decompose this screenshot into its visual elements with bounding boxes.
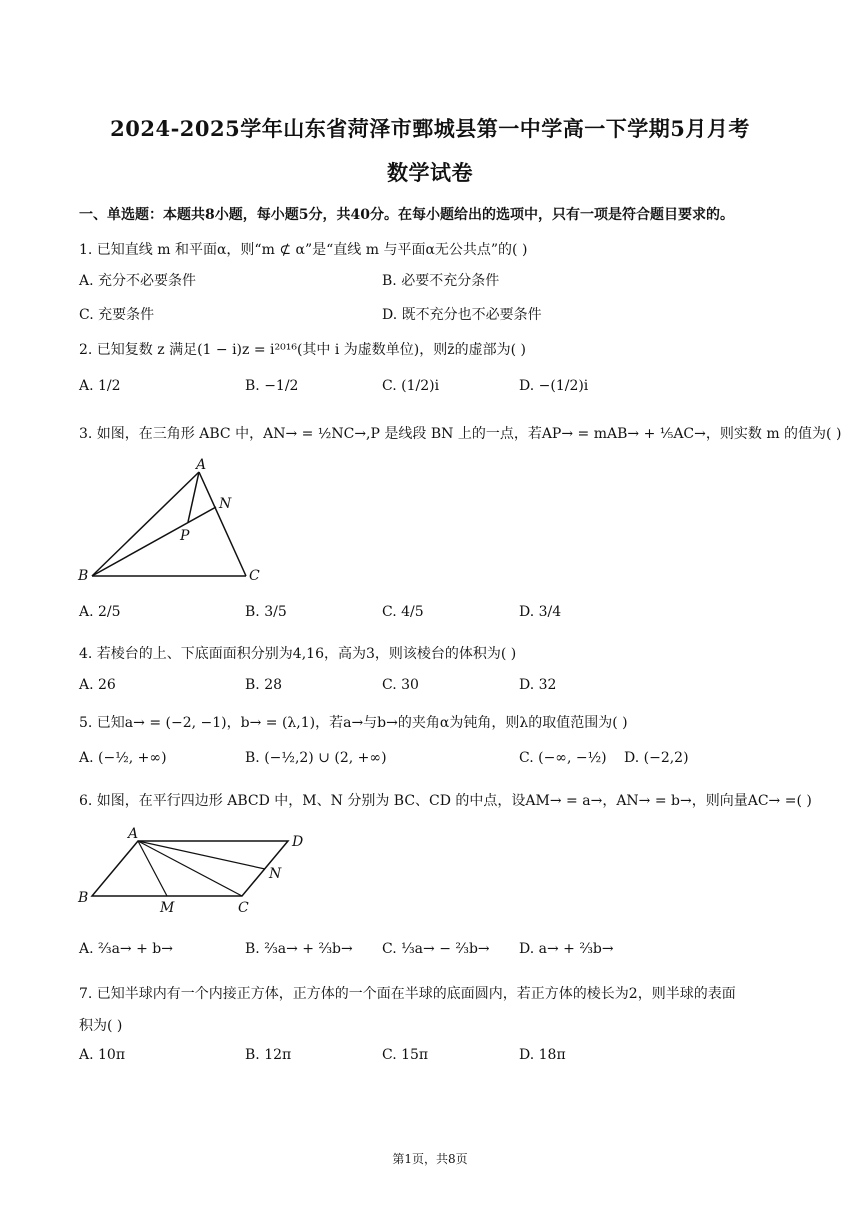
q1-option-b: B. 必要不充分条件	[382, 273, 500, 289]
q2-option-a: A. 1/2	[79, 378, 121, 394]
q7-option-a: A. 10π	[79, 1047, 126, 1063]
segment-ac	[138, 841, 242, 896]
label-a: A	[128, 826, 139, 842]
page-title: 2024-2025学年山东省菏泽市鄄城县第一中学高一下学期5月月考	[110, 116, 750, 141]
q2-option-c: C. (1/2)i	[382, 378, 440, 394]
label-n: N	[219, 496, 232, 512]
section-heading: 一、单选题：本题共8小题，每小题5分，共40分。在每小题给出的选项中，只有一项是符合题目要求的。	[79, 207, 734, 223]
triangle-abc-figure	[76, 456, 266, 586]
q4-option-a: A. 26	[79, 677, 116, 693]
label-p: P	[180, 528, 190, 544]
q7-option-d: D. 18π	[519, 1047, 566, 1063]
q5-option-a: A. (−½, +∞)	[79, 750, 167, 766]
label-b: B	[78, 890, 89, 906]
page-footer: 第1页，共8页	[392, 1152, 468, 1166]
question-2-stem: 2. 已知复数 z 满足(1 − i)z = i²⁰¹⁶(其中 i 为虚数单位)，则z̄的虚部为( )	[79, 342, 527, 358]
q3-option-a: A. 2/5	[79, 604, 121, 620]
question-7-stem-continued: 积为( )	[79, 1018, 123, 1034]
q1-option-c: C. 充要条件	[79, 307, 155, 323]
page-subtitle: 数学试卷	[387, 160, 473, 185]
segment-an	[138, 841, 265, 869]
label-a: A	[196, 457, 207, 473]
question-1-stem: 1. 已知直线 m 和平面α，则“m ⊄ α”是“直线 m 与平面α无公共点”的( )	[79, 242, 528, 258]
q3-option-b: B. 3/5	[245, 604, 287, 620]
q1-option-a: A. 充分不必要条件	[79, 273, 197, 289]
q7-option-b: B. 12π	[245, 1047, 292, 1063]
edge-ac	[199, 472, 246, 576]
segment-bn	[92, 507, 216, 576]
q4-option-d: D. 32	[519, 677, 557, 693]
q1-option-d: D. 既不充分也不必要条件	[382, 307, 542, 323]
q3-option-d: D. 3/4	[519, 604, 562, 620]
q4-option-b: B. 28	[245, 677, 283, 693]
q3-option-c: C. 4/5	[382, 604, 424, 620]
q6-option-a: A. ⅔a→ + b→	[79, 941, 173, 957]
q6-option-d: D. a→ + ⅔b→	[519, 941, 614, 957]
q7-option-c: C. 15π	[382, 1047, 429, 1063]
label-b: B	[78, 568, 89, 584]
question-3-stem: 3. 如图，在三角形 ABC 中，AN→ = ½NC→,P 是线段 BN 上的一点，若AP→ = mAB→ + ⅕AC→，则实数 m 的值为( )	[79, 426, 842, 442]
label-m: M	[160, 900, 175, 916]
q4-option-c: C. 30	[382, 677, 419, 693]
q5-option-b: B. (−½,2) ∪ (2, +∞)	[245, 750, 387, 766]
label-n: N	[269, 866, 282, 882]
question-6-stem: 6. 如图，在平行四边形 ABCD 中，M、N 分别为 BC、CD 的中点，设AM→ = a→，AN→ = b→，则向量AC→ =( )	[79, 793, 812, 809]
question-4-stem: 4. 若棱台的上、下底面面积分别为4,16，高为3，则该棱台的体积为( )	[79, 646, 517, 662]
label-c: C	[238, 900, 249, 916]
segment-ap	[188, 472, 199, 522]
question-5-stem: 5. 已知a→ = (−2, −1)，b→ = (λ,1)，若a→与b→的夹角α为钝角，则λ的取值范围为( )	[79, 715, 628, 731]
q5-option-c: C. (−∞, −½)	[519, 750, 607, 766]
q5-option-d: D. (−2,2)	[624, 750, 689, 766]
q2-option-d: D. −(1/2)i	[519, 378, 589, 394]
label-c: C	[249, 568, 260, 584]
q2-option-b: B. −1/2	[245, 378, 299, 394]
label-d: D	[292, 834, 304, 850]
edge-ab	[92, 472, 199, 576]
q6-option-c: C. ⅓a→ − ⅔b→	[382, 941, 490, 957]
q6-option-b: B. ⅔a→ + ⅔b→	[245, 941, 353, 957]
parallelogram-abcd-figure	[76, 824, 316, 916]
question-7-stem: 7. 已知半球内有一个内接正方体，正方体的一个面在半球的底面圆内，若正方体的棱长为2，则半球的表面	[79, 986, 736, 1002]
